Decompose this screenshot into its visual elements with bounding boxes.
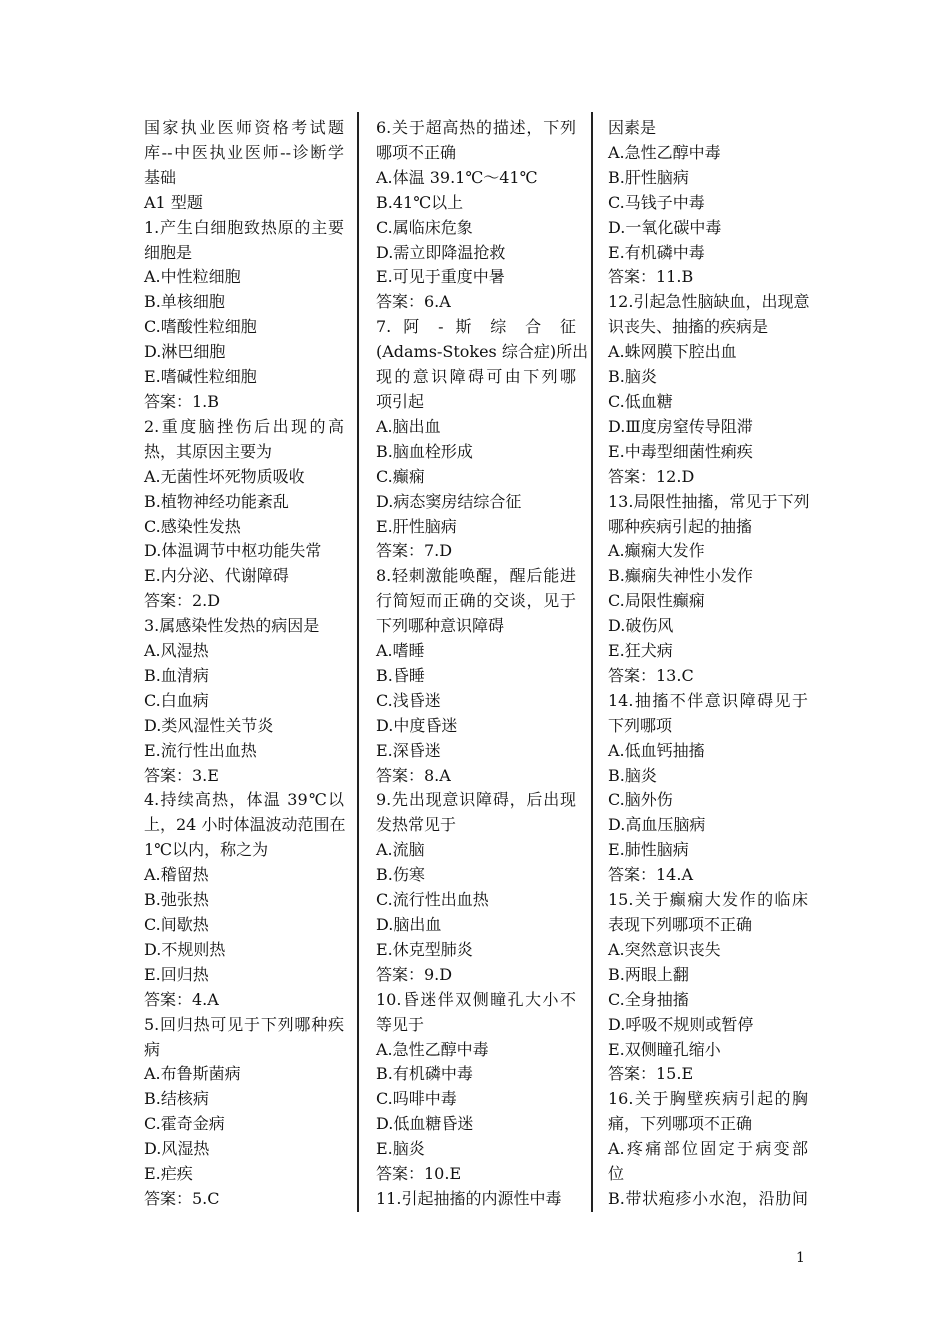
text-line: B.脑炎 (608, 765, 657, 785)
text-line: 13.局限性抽搐，常见于下列 (608, 491, 810, 511)
text-line: D.类风湿性关节炎 (144, 715, 274, 735)
text-line: 7. 阿 - 斯 综 合 征 (376, 317, 576, 337)
text-line: C.白血病 (144, 690, 209, 710)
text-line: A.嗜睡 (376, 641, 425, 661)
text-line: 16.关于胸壁疾病引起的胸 (608, 1089, 808, 1109)
text-line: 3.属感染性发热的病因是 (144, 616, 320, 636)
column-2 (376, 116, 589, 1212)
text-line: A.稽留热 (144, 865, 209, 885)
text-line: A.无菌性坏死物质吸收 (144, 466, 305, 486)
text-line: A.布鲁斯菌病 (144, 1064, 241, 1084)
text-line: 2.重度脑挫伤后出现的高 (144, 416, 344, 436)
text-line: 识丧失、抽搐的疾病是 (608, 317, 769, 337)
column-divider (591, 112, 593, 1212)
text-line: A.流脑 (376, 840, 425, 860)
text-line: A.癫痫大发作 (608, 541, 705, 561)
text-line: A.风湿热 (144, 641, 209, 661)
text-line: C.全身抽搐 (608, 989, 689, 1009)
text-line: C.流行性出血热 (376, 890, 489, 910)
text-line: C.嗜酸性粒细胞 (144, 317, 257, 337)
text-line: E.流行性出血热 (144, 740, 257, 760)
text-line: A.突然意识丧失 (608, 939, 721, 959)
text-line: D.Ⅲ度房窒传导阻滞 (608, 416, 753, 436)
text-line: 现的意识障碍可由下列哪 (376, 367, 576, 387)
text-line: 下列哪项 (608, 715, 673, 735)
text-line: 答案：1.B (144, 391, 220, 411)
text-line: A.中性粒细胞 (144, 267, 241, 287)
text-line: 答案：10.E (376, 1164, 462, 1184)
text-line: 答案：7.D (376, 541, 453, 561)
text-line: 发热常见于 (376, 815, 457, 835)
text-line: E.深昏迷 (376, 740, 441, 760)
text-line: 答案：13.C (608, 665, 694, 685)
text-line: 痛，下列哪项不正确 (608, 1114, 753, 1134)
text-line: 答案：15.E (608, 1064, 694, 1084)
text-line: 11.引起抽搐的内源性中毒 (376, 1188, 562, 1208)
text-line: D.中度昏迷 (376, 715, 458, 735)
text-line: 14.抽搐不伴意识障碍见于 (608, 690, 808, 710)
text-line: E.疟疾 (144, 1164, 193, 1184)
text-line: E.可见于重度中暑 (376, 267, 505, 287)
text-line: B.41℃以上 (376, 192, 464, 212)
text-line: 细胞是 (144, 242, 193, 262)
text-line: 9.先出现意识障碍，后出现 (376, 790, 576, 810)
text-line: D.低血糖昏迷 (376, 1114, 474, 1134)
text-line: E.内分泌、代谢障碍 (144, 566, 289, 586)
text-line: D.脑出血 (376, 915, 442, 934)
text-line: 病 (144, 1039, 161, 1059)
text-line: D.一氧化碳中毒 (608, 217, 722, 237)
text-line: 上，24 小时体温波动范围在 (144, 815, 346, 835)
text-line: D.破伤风 (608, 616, 674, 636)
text-line: B.癫痫失神性小发作 (608, 566, 753, 586)
text-line: 1.产生白细胞致热原的主要 (144, 217, 344, 237)
text-line: E.回归热 (144, 964, 209, 984)
text-line: 4.持续高热，体温 39℃以 (144, 790, 344, 810)
text-line: 12.引起急性脑缺血，出现意 (608, 292, 810, 312)
column-divider (357, 112, 359, 1212)
column-3 (608, 116, 808, 1212)
text-line: E.脑炎 (376, 1139, 425, 1159)
text-line: E.肺性脑病 (608, 840, 689, 860)
text-line: 因素是 (608, 118, 657, 137)
text-line: 5.回归热可见于下列哪种疾 (144, 1014, 344, 1034)
text-line: A.体温 39.1℃～41℃ (376, 167, 538, 187)
text-line: A.疼痛部位固定于病变部 (608, 1139, 808, 1159)
page-number: 1 (796, 1250, 805, 1266)
text-line: A.急性乙醇中毒 (608, 142, 721, 162)
text-line: 答案：9.D (376, 964, 453, 984)
text-line: B.肝性脑病 (608, 167, 689, 187)
text-line: D.病态窦房结综合征 (376, 491, 522, 511)
text-line: D.风湿热 (144, 1139, 210, 1159)
text-line: 答案：8.A (376, 765, 451, 785)
text-line: C.感染性发热 (144, 516, 241, 536)
text-line: E.中毒型细菌性痢疾 (608, 441, 753, 461)
text-line: 答案：6.A (376, 292, 451, 312)
text-line: C.属临床危象 (376, 217, 473, 237)
text-line: B.昏睡 (376, 665, 425, 685)
text-line: B.两眼上翻 (608, 964, 689, 984)
text-line: 基础 (144, 167, 177, 187)
text-line: B.血清病 (144, 665, 209, 685)
text-line: C.吗啡中毒 (376, 1089, 457, 1109)
text-line: A.低血钙抽搐 (608, 740, 705, 760)
text-line: D.淋巴细胞 (144, 342, 226, 362)
text-line: 答案：12.D (608, 466, 695, 486)
text-line: B.伤寒 (376, 865, 425, 885)
text-line: 库--中医执业医师--诊断学 (144, 142, 344, 162)
text-line: D.呼吸不规则或暂停 (608, 1014, 754, 1034)
text-line: A1 型题 (144, 192, 203, 212)
text-line: B.弛张热 (144, 890, 209, 910)
text-line: 下列哪种意识障碍 (376, 616, 505, 636)
text-line: 表现下列哪项不正确 (608, 915, 753, 934)
text-line: 答案：2.D (144, 591, 221, 611)
text-line: A.脑出血 (376, 416, 441, 436)
text-line: 15.关于癫痫大发作的临床 (608, 890, 808, 910)
text-line: 答案：5.C (144, 1188, 220, 1208)
text-line: B.结核病 (144, 1089, 209, 1109)
text-line: E.休克型肺炎 (376, 939, 473, 959)
text-line: B.有机磷中毒 (376, 1064, 473, 1084)
text-line: D.不规则热 (144, 939, 226, 959)
text-line: 热，其原因主要为 (144, 441, 273, 461)
text-line: (Adams-Stokes 综合症)所出 (376, 342, 589, 362)
text-line: 行简短而正确的交谈，见于 (376, 591, 576, 611)
text-line: D.体温调节中枢功能失常 (144, 541, 322, 561)
text-line: 10.昏迷伴双侧瞳孔大小不 (376, 989, 576, 1009)
text-line: B.植物神经功能紊乱 (144, 491, 289, 511)
text-line: 答案：11.B (608, 267, 694, 287)
text-line: A.急性乙醇中毒 (376, 1039, 489, 1059)
text-line: C.脑外伤 (608, 790, 673, 810)
text-line: C.间歇热 (144, 915, 209, 934)
text-line: 位 (608, 1164, 625, 1184)
text-line: C.癫痫 (376, 466, 425, 486)
text-line: D.需立即降温抢救 (376, 242, 506, 262)
text-line: C.马钱子中毒 (608, 192, 705, 212)
text-line: 项引起 (376, 391, 425, 411)
text-line: C.浅昏迷 (376, 690, 441, 710)
text-line: D.高血压脑病 (608, 815, 706, 835)
text-line: 答案：4.A (144, 989, 219, 1009)
text-line: C.低血糖 (608, 391, 673, 411)
text-line: E.双侧瞳孔缩小 (608, 1039, 721, 1059)
text-line: 答案：14.A (608, 865, 694, 885)
text-line: 6.关于超高热的描述，下列 (376, 118, 576, 137)
text-line: A.蛛网膜下腔出血 (608, 342, 737, 362)
text-line: B.单核细胞 (144, 292, 225, 312)
text-line: 等见于 (376, 1014, 425, 1034)
text-line: B.带状疱疹小水泡，沿肋间 (608, 1188, 808, 1208)
text-line: 答案：3.E (144, 765, 219, 785)
text-line: 国家执业医师资格考试题 (144, 118, 344, 137)
text-line: 8.轻刺激能唤醒，醒后能进 (376, 566, 576, 586)
text-line: B.脑炎 (608, 367, 657, 387)
text-line: E.狂犬病 (608, 641, 673, 661)
text-line: E.有机磷中毒 (608, 242, 705, 262)
text-line: 哪种疾病引起的抽搐 (608, 516, 753, 536)
text-line: B.脑血栓形成 (376, 441, 473, 461)
text-line: 1℃以内，称之为 (144, 840, 269, 860)
text-line: 哪项不正确 (376, 142, 457, 162)
text-line: C.霍奇金病 (144, 1114, 225, 1134)
text-line: E.嗜碱性粒细胞 (144, 367, 257, 387)
text-line: E.肝性脑病 (376, 516, 457, 536)
column-1 (144, 116, 344, 1212)
text-line: C.局限性癫痫 (608, 591, 705, 611)
